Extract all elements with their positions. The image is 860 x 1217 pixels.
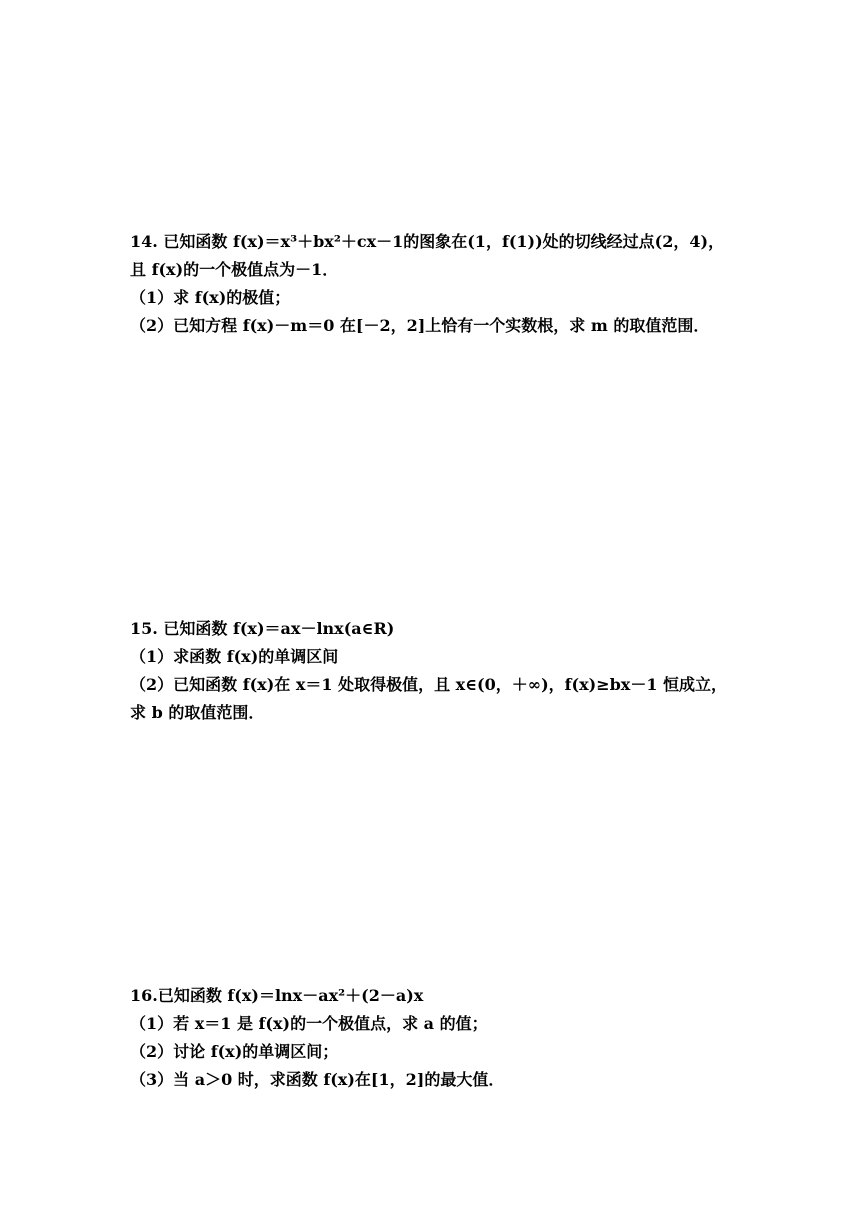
problem-14-stem-line-1: 14. 已知函数 f(x)＝x³＋bx²＋cx－1的图象在(1，f(1))处的切线经过点(2，4)，: [130, 232, 725, 251]
problem-15-part-1: （1）求函数 f(x)的单调区间: [130, 647, 339, 666]
problem-15-part-2-line-2: 求 b 的取值范围．: [130, 703, 265, 722]
problem-14-part-1: （1）求 f(x)的极值；: [130, 288, 291, 307]
problem-15: [130, 615, 740, 727]
problem-16-stem: 16.已知函数 f(x)＝lnx－ax²＋(2－a)x: [130, 986, 424, 1005]
problem-15-stem: 15. 已知函数 f(x)＝ax－lnx(a∈R): [130, 619, 395, 638]
problem-16-part-3: （3）当 a＞0 时，求函数 f(x)在[1，2]的最大值．: [130, 1070, 505, 1089]
problem-16-part-2: （2）讨论 f(x)的单调区间；: [130, 1042, 339, 1061]
problem-14: [130, 228, 740, 340]
problem-16: [130, 982, 740, 1094]
problem-14-stem-line-2: 且 f(x)的一个极值点为－1．: [130, 260, 339, 279]
problem-16-part-1: （1）若 x＝1 是 f(x)的一个极值点，求 a 的值；: [130, 1014, 488, 1033]
problem-15-part-2-line-1: （2）已知函数 f(x)在 x＝1 处取得极值，且 x∈(0，＋∞)，f(x)≥bx－1 恒成立，: [130, 675, 728, 694]
problem-14-part-2: （2）已知方程 f(x)－m＝0 在[－2，2]上恰有一个实数根，求 m 的取值范围．: [130, 316, 710, 335]
